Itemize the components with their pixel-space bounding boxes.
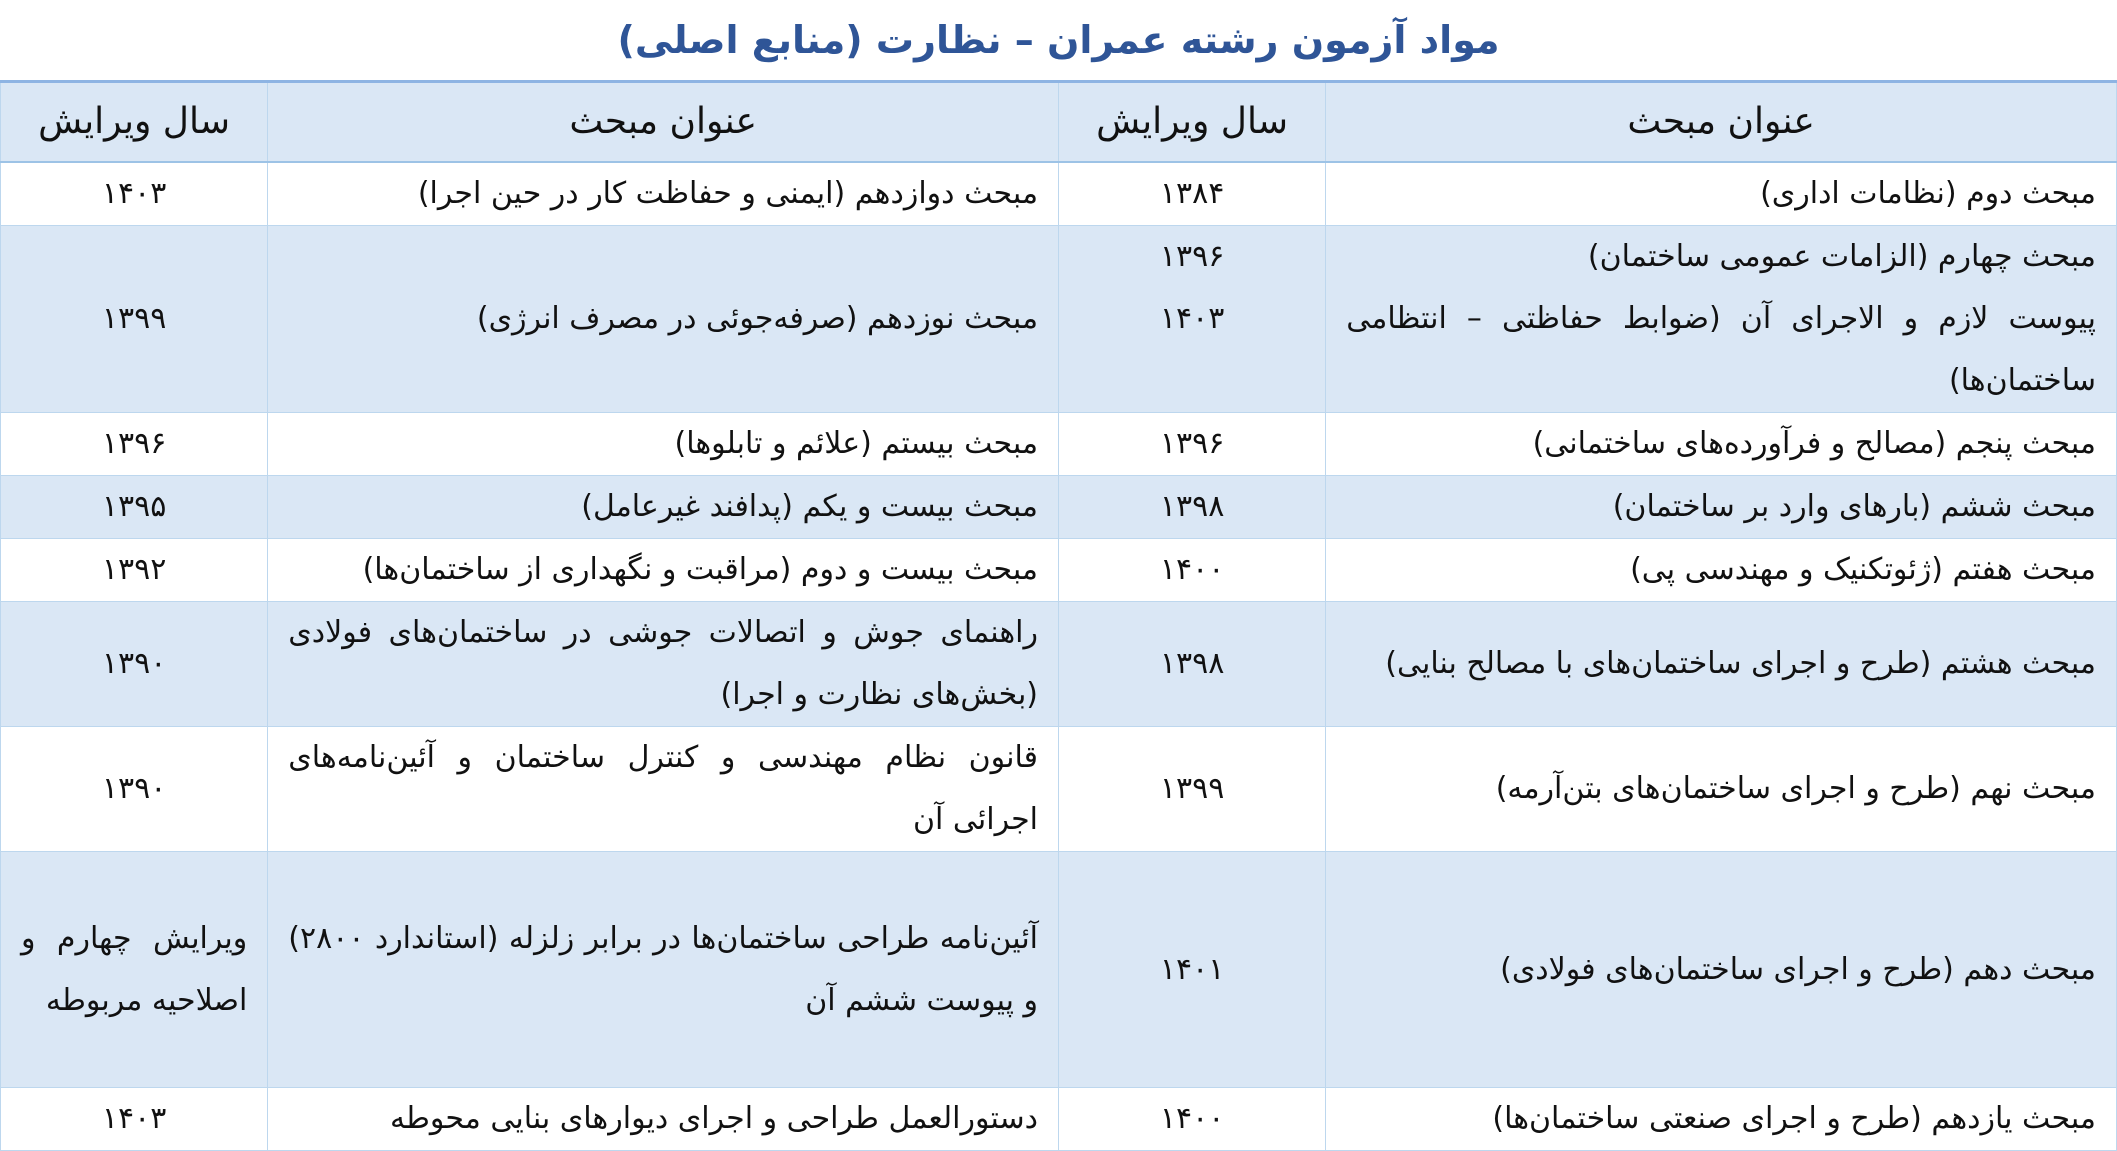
table-row <box>1 602 2117 727</box>
left-topic-cell: قانون نظام مهندسی و کنترل ساختمان و آئین‌نامه‌های اجرائی آن <box>268 727 1059 852</box>
right-year-cell: ۱۳۸۴ <box>1059 162 1326 226</box>
right-year-cell: ۱۴۰۰ <box>1059 1088 1326 1151</box>
table-row <box>1 852 2117 1088</box>
table-row <box>1 226 2117 413</box>
table-row <box>1 413 2117 476</box>
left-year-cell: ۱۳۹۶ <box>1 413 268 476</box>
left-year-cell: ۱۴۰۳ <box>1 1088 268 1151</box>
left-topic-cell: مبحث بیست و یکم (پدافند غیرعامل) <box>268 476 1059 539</box>
right-year-cell: ۱۴۰۱ <box>1059 852 1326 1088</box>
header-year-left: سال ویرایش <box>1 82 268 163</box>
right-year-cell <box>1059 226 1326 413</box>
left-year-cell: ویرایش چهارم و اصلاحیه مربوطه <box>1 852 268 1088</box>
left-topic-cell: آئین‌نامه طراحی ساختمان‌ها در برابر زلزله (استاندارد ۲۸۰۰) و پیوست ششم آن <box>268 852 1059 1088</box>
right-year-line-1: ۱۳۹۶ <box>1159 239 1225 274</box>
left-year-cell: ۱۳۹۹ <box>1 226 268 413</box>
table-row <box>1 727 2117 852</box>
left-year-cell: ۱۴۰۳ <box>1 162 268 226</box>
left-year-cell: ۱۳۹۰ <box>1 727 268 852</box>
right-year-line-2: ۱۴۰۳ <box>1159 301 1225 336</box>
header-topic-right: عنوان مبحث <box>1326 82 2117 163</box>
left-topic-cell: مبحث بیست و دوم (مراقبت و نگهداری از ساختمان‌ها) <box>268 539 1059 602</box>
right-topic-line-2: پیوست لازم و الاجرای آن (ضوابط حفاظتی – انتظامی ساختمان‌ها) <box>1346 301 2096 398</box>
right-topic-cell: مبحث هشتم (طرح و اجرای ساختمان‌های با مصالح بنایی) <box>1326 602 2117 727</box>
right-topic-cell: مبحث ششم (بارهای وارد بر ساختمان) <box>1326 476 2117 539</box>
right-year-cell: ۱۳۹۹ <box>1059 727 1326 852</box>
exam-subjects-table <box>0 80 2117 1151</box>
left-topic-cell: مبحث دوازدهم (ایمنی و حفاظت کار در حین اجرا) <box>268 162 1059 226</box>
right-year-cell: ۱۳۹۸ <box>1059 476 1326 539</box>
table-header-row <box>1 82 2117 163</box>
right-topic-line-1: مبحث چهارم (الزامات عمومی ساختمان) <box>1587 239 2096 274</box>
table-row <box>1 476 2117 539</box>
right-year-cell: ۱۳۹۸ <box>1059 602 1326 727</box>
left-topic-cell: مبحث بیستم (علائم و تابلوها) <box>268 413 1059 476</box>
right-year-cell: ۱۳۹۶ <box>1059 413 1326 476</box>
header-year-right: سال ویرایش <box>1059 82 1326 163</box>
right-topic-cell: مبحث یازدهم (طرح و اجرای صنعتی ساختمان‌ها) <box>1326 1088 2117 1151</box>
right-topic-cell: مبحث دوم (نظامات اداری) <box>1326 162 2117 226</box>
left-topic-cell: دستورالعمل طراحی و اجرای دیوارهای بنایی محوطه <box>268 1088 1059 1151</box>
right-topic-cell <box>1326 226 2117 413</box>
header-topic-left: عنوان مبحث <box>268 82 1059 163</box>
right-topic-cell: مبحث هفتم (ژئوتکنیک و مهندسی پی) <box>1326 539 2117 602</box>
right-topic-cell: مبحث پنجم (مصالح و فرآورده‌های ساختمانی) <box>1326 413 2117 476</box>
left-topic-cell: مبحث نوزدهم (صرفه‌جوئی در مصرف انرژی) <box>268 226 1059 413</box>
table-row <box>1 539 2117 602</box>
right-topic-cell: مبحث نهم (طرح و اجرای ساختمان‌های بتن‌آرمه) <box>1326 727 2117 852</box>
left-year-cell: ۱۳۹۵ <box>1 476 268 539</box>
right-topic-cell: مبحث دهم (طرح و اجرای ساختمان‌های فولادی) <box>1326 852 2117 1088</box>
table-row <box>1 162 2117 226</box>
left-year-cell: ۱۳۹۲ <box>1 539 268 602</box>
table-row <box>1 1088 2117 1151</box>
page-title: مواد آزمون رشته عمران – نظارت (منابع اصلی) <box>617 18 1500 62</box>
right-year-cell: ۱۴۰۰ <box>1059 539 1326 602</box>
left-year-cell: ۱۳۹۰ <box>1 602 268 727</box>
left-topic-cell: راهنمای جوش و اتصالات جوشی در ساختمان‌های فولادی (بخش‌های نظارت و اجرا) <box>268 602 1059 727</box>
